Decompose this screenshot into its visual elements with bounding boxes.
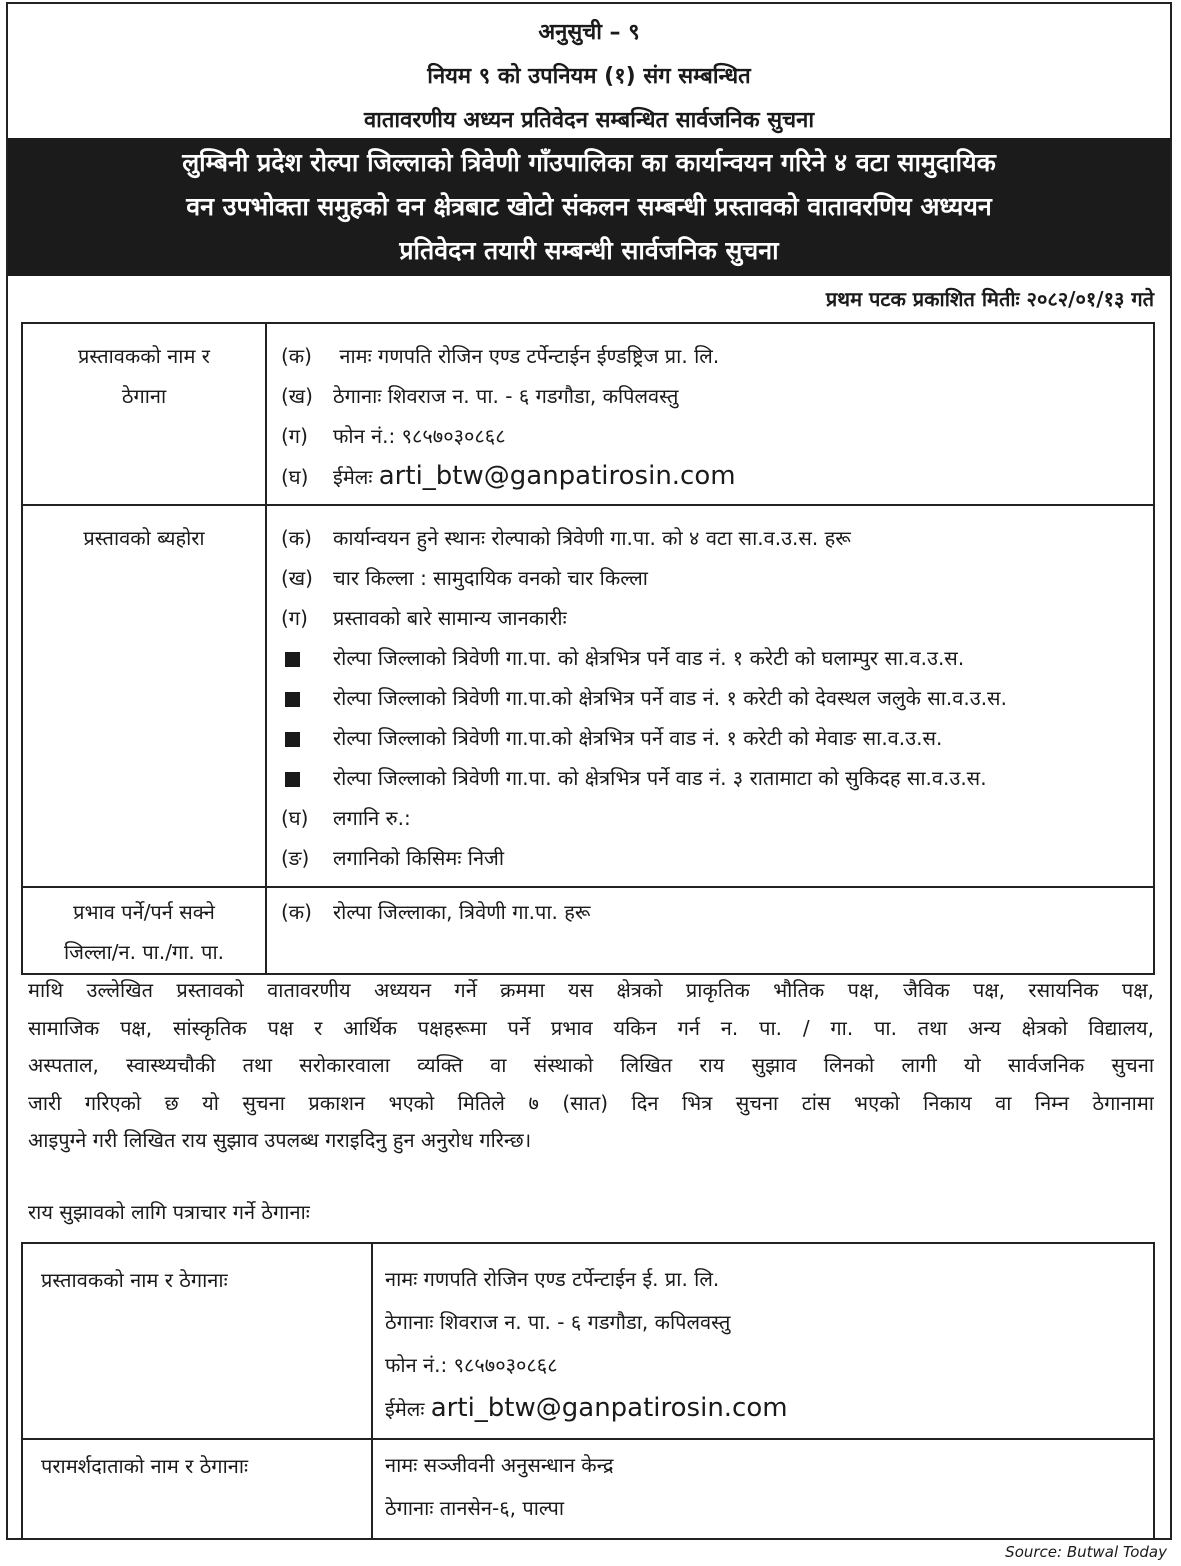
list-item: (ग) फोन नं.: ९८५७०३०८६८	[281, 424, 506, 448]
contact-address: ठेगानाः तानसेन-६, पाल्पा	[385, 1496, 565, 1520]
contact-address: ठेगानाः शिवराज न. पा. - ६ गडगौडा, कपिलवस्तु	[385, 1310, 731, 1334]
contact-name: नामः सञ्जीवनी अनुसन्धान केन्द्र	[385, 1453, 614, 1477]
square-bullet-icon	[285, 692, 300, 707]
title-line: प्रतिवेदन तयारी सम्बन्धी सार्वजनिक सुचना	[399, 236, 779, 265]
publication-date: प्रथम पटक प्रकाशित मितीः २०८२/०१/१३ गते	[825, 287, 1154, 311]
list-item: रोल्पा जिल्लाको त्रिवेणी गा.पा. को क्षेत्रभित्र पर्ने वाड नं. ३ रातामाटा को सुकिदह सा.व.उ.स.	[281, 758, 1153, 798]
table-row	[22, 1439, 1154, 1539]
source-credit: Source: Butwal Today	[1005, 1543, 1167, 1561]
paragraph-line: माथि उल्लेखित प्रस्तावको वातावरणीय अध्ययन गर्ने क्रममा यस क्षेत्रको प्राकृतिक भौतिक पक्ष, जैविक पक्ष, रसायनिक पक्ष,	[28, 978, 1154, 1002]
email-address: arti_btw@ganpatirosin.com	[378, 461, 736, 491]
list-item: रोल्पा जिल्लाको त्रिवेणी गा.पा.को क्षेत्रभित्र पर्ने वाड नं. १ करेटी को देवस्थल जलुके सा.व.उ.स.	[281, 678, 1153, 718]
cell-label: प्रभाव पर्ने/पर्न सक्ने	[73, 900, 215, 924]
proponent-label-cell: प्रस्तावकको नाम र ठेगानाः	[22, 1243, 372, 1439]
cell-label: प्रस्तावकको नाम र	[78, 344, 210, 368]
paragraph-line: जारी गरिएको छ यो सुचना प्रकाशन भएको मितिले ७ (सात) दिन भित्र सुचना टांस भएको निकाय वा निम्न ठेगानामा	[28, 1090, 1154, 1115]
proponent-contact-cell	[372, 1243, 1154, 1439]
cell-label: प्रस्तावको ब्यहोरा	[83, 526, 205, 550]
impact-label-cell	[22, 887, 266, 974]
paragraph-line: सामाजिक पक्ष, सांस्कृतिक पक्ष र आर्थिक पक्षहरूमा पर्ने प्रभाव यकिन गर्न न. पा. / गा. पा. तथा अन्य क्षेत्रको विद्यालय,	[28, 1015, 1154, 1040]
list-item: (घ) लगानि रु.:	[281, 806, 411, 830]
correspondence-heading: राय सुझावको लागि पत्राचार गर्ने ठेगानाः	[28, 1200, 310, 1224]
schedule-heading: अनुसुची – ९	[538, 20, 640, 45]
notice-subheading: वातावरणीय अध्यन प्रतिवेदन सम्बन्धित सार्वजनिक सुचना	[363, 108, 815, 133]
email-address: arti_btw@ganpatirosin.com	[430, 1393, 788, 1423]
table-row	[22, 1243, 1154, 1439]
paragraph-line: आइपुग्ने गरी लिखित राय सुझाव उपलब्ध गराइदिनु हुन अनुरोध गरिन्छ।	[28, 1128, 532, 1152]
list-item: (ख) चार किल्ला : सामुदायिक वनको चार किल्ला	[281, 566, 648, 590]
list-item: (ग) प्रस्तावको बारे सामान्य जानकारीः	[281, 606, 567, 630]
list-item: रोल्पा जिल्लाको त्रिवेणी गा.पा. को क्षेत्रभित्र पर्ने वाड नं. १ करेटी को घलाम्पुर सा.व.उ.स.	[281, 638, 1153, 678]
paragraph-line: अस्पताल, स्वास्थ्यचौकी तथा सरोकारवाला व्यक्ति वा संस्थाको लिखित राय सुझाव लिनको लागी यो सार्वजनिक सुचना	[28, 1053, 1154, 1077]
table-row	[22, 323, 1154, 505]
list-item: रोल्पा जिल्लाको त्रिवेणी गा.पा.को क्षेत्रभित्र पर्ने वाड नं. १ करेटी को मेवाङ सा.व.उ.स.	[281, 718, 1153, 758]
list-item: (ङ) लगानिको किसिमः निजी	[281, 846, 505, 870]
cell-label: जिल्ला/न. पा./गा. पा.	[63, 940, 225, 964]
square-bullet-icon	[285, 732, 300, 747]
consultant-contact-cell	[372, 1439, 1154, 1539]
list-item: (ख) ठेगानाः शिवराज न. पा. - ६ गडगौडा, कपिलवस्तु	[281, 384, 679, 408]
notice-title-band	[8, 138, 1170, 276]
title-line: वन उपभोक्ता समुहको वन क्षेत्रबाट खोटो संकलन सम्बन्धी प्रस्तावको वातावरणिय अध्ययन	[186, 192, 992, 221]
impact-value-cell	[266, 887, 1154, 974]
proposal-details-table	[21, 322, 1155, 975]
contact-email-row: ईमेलः arti_btw@ganpatirosin.com	[385, 1393, 788, 1423]
table-row	[22, 505, 1154, 887]
proponent-value-cell	[266, 323, 1154, 505]
cell-label: ठेगाना	[121, 384, 167, 408]
list-item: (क) रोल्पा जिल्लाका, त्रिवेणी गा.पा. हरू	[281, 900, 591, 924]
rule-reference: नियम ९ को उपनियम (१) संग सम्बन्धित	[427, 64, 751, 89]
details-value-cell	[266, 505, 1154, 887]
proponent-label-cell	[22, 323, 266, 505]
consultant-label-cell: परामर्शदाताको नाम र ठेगानाः	[22, 1439, 372, 1539]
table-row	[22, 887, 1154, 974]
square-bullet-icon	[285, 772, 300, 787]
square-bullet-icon	[285, 652, 300, 667]
list-item: (घ) ईमेलः arti_btw@ganpatirosin.com	[281, 461, 736, 491]
contact-name: नामः गणपति रोजिन एण्ड टर्पेन्टाईन ई. प्रा. लि.	[385, 1267, 720, 1291]
correspondence-table	[21, 1242, 1155, 1540]
title-line: लुम्बिनी प्रदेश रोल्पा जिल्लाको त्रिवेणी गाँउपालिका का कार्यान्वयन गरिने ४ वटा सामुदायिक	[182, 148, 996, 177]
list-item: (क) नामः गणपति रोजिन एण्ड टर्पेन्टाईन ईण्डष्ट्रिज प्रा. लि.	[281, 344, 720, 368]
list-item: (क) कार्यान्वयन हुने स्थानः रोल्पाको त्रिवेणी गा.पा. को ४ वटा सा.व.उ.स. हरू	[281, 526, 851, 550]
details-label-cell	[22, 505, 266, 887]
notice-paragraph	[28, 972, 1154, 1160]
contact-phone: फोन नं.: ९८५७०३०८६८	[385, 1353, 558, 1377]
